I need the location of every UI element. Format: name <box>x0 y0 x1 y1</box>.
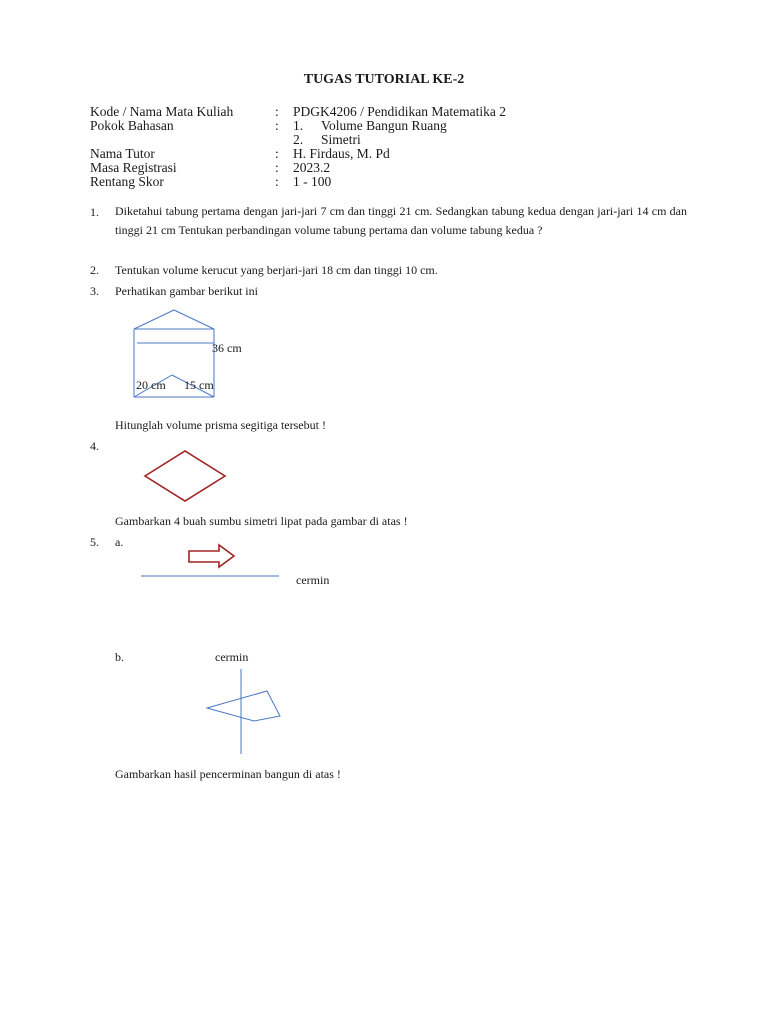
question-instruction: Hitunglah volume prisma segitiga tersebut ! <box>115 418 326 432</box>
header-label-skor: Rentang Skor <box>90 174 164 189</box>
arrow-figure <box>189 545 234 567</box>
question-number: 5. <box>90 535 99 549</box>
header-sep: : <box>275 146 279 161</box>
header-label-tutor: Nama Tutor <box>90 146 155 161</box>
header-value-tutor: H. Firdaus, M. Pd <box>293 146 390 161</box>
part-b-label: b. <box>115 650 124 664</box>
prism-side-label: 15 cm <box>184 378 214 392</box>
topic-text: Volume Bangun Ruang <box>321 118 447 133</box>
header-sep: : <box>275 104 279 119</box>
header-label-kode: Kode / Nama Mata Kuliah <box>90 104 234 119</box>
question-instruction: Gambarkan hasil pencerminan bangun di atas ! <box>115 767 341 781</box>
question-text: Tentukan volume kerucut yang berjari-jari 18 cm dan tinggi 10 cm. <box>115 263 438 277</box>
header-value-kode: PDGK4206 / Pendidikan Matematika 2 <box>293 104 506 119</box>
rhombus-figure <box>145 451 225 501</box>
prism-height-label: 36 cm <box>212 341 242 355</box>
topic-text: Simetri <box>321 132 361 147</box>
part-a-label: a. <box>115 535 124 549</box>
topic-num: 1. <box>293 118 304 133</box>
question-number: 3. <box>90 284 99 298</box>
question-number: 4. <box>90 439 99 453</box>
header-sep: : <box>275 174 279 189</box>
quadrilateral-figure <box>207 691 280 721</box>
header-value-masa: 2023.2 <box>293 160 331 175</box>
header-label-pokok: Pokok Bahasan <box>90 118 174 133</box>
question-instruction: Gambarkan 4 buah sumbu simetri lipat pada gambar di atas ! <box>115 514 408 528</box>
mirror-label-b: cermin <box>215 650 249 664</box>
prism-base-label: 20 cm <box>136 378 166 392</box>
question-text: Diketahui tabung pertama dengan jari-jari 7 cm dan tinggi 21 cm. Sedangkan tabung kedua dengan jari-jari 14 cm dan tinggi 21 cm Tentukan perbandingan volume tabung pertama dan volume tabung kedua ? <box>115 204 687 237</box>
header-sep: : <box>275 118 279 133</box>
header-label-masa: Masa Registrasi <box>90 160 177 175</box>
mirror-label-a: cermin <box>296 573 330 587</box>
page-title: TUGAS TUTORIAL KE-2 <box>303 72 465 87</box>
question-number: 2. <box>90 263 99 277</box>
header-value-skor: 1 - 100 <box>293 174 332 189</box>
topic-num: 2. <box>293 132 304 147</box>
header-sep: : <box>275 160 279 175</box>
question-number: 1. <box>90 205 99 219</box>
question-text: Perhatikan gambar berikut ini <box>115 284 258 298</box>
